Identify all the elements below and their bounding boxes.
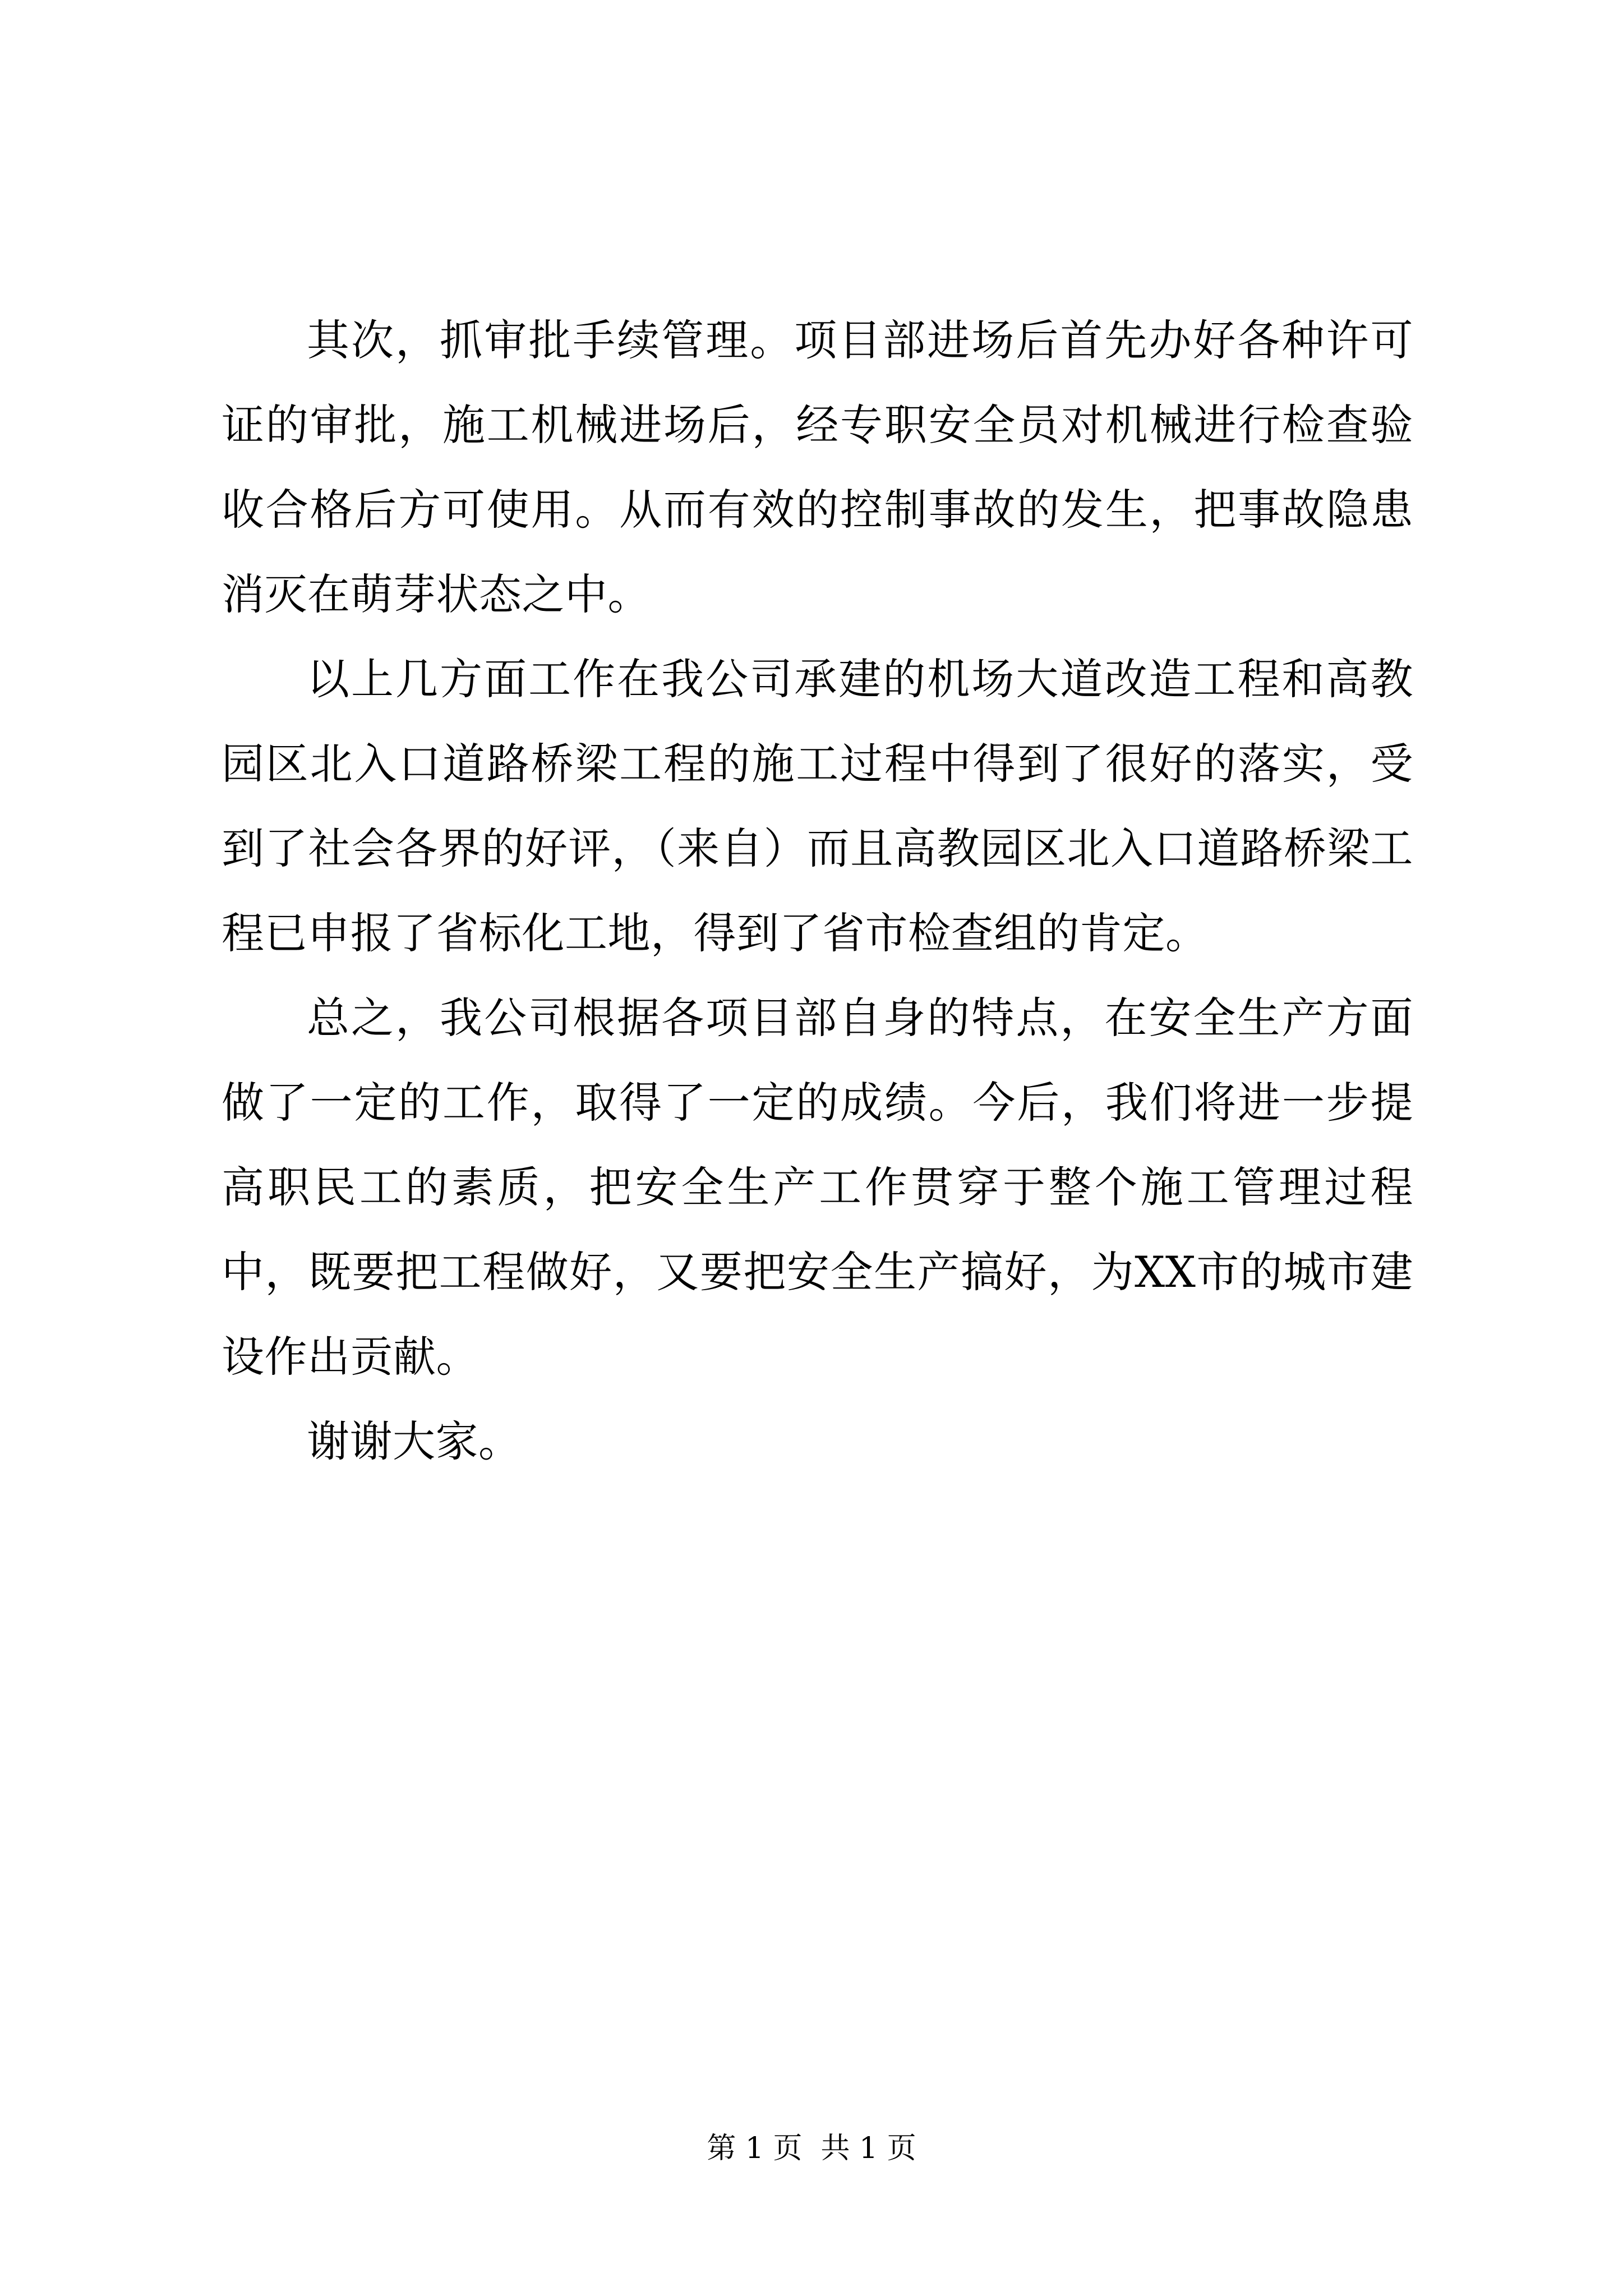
page-number-label: 第 1 页 共 1 页 bbox=[707, 2132, 916, 2165]
paragraph-thanks: 谢谢大家。 bbox=[307, 1416, 522, 1466]
paragraph-summary: 总之，我公司根据各项目部自身的特点，在安全生产方面做了一定的工作，取得了一定的成绩。今后，我们将进一步提高职民工的素质，把安全生产工作贯穿于整个施工管理过程中，既要把工程做好，又要把安全生产搞好，为XX市的城市建设作出贡献。 bbox=[222, 993, 1413, 1382]
paragraph-approval-management: 其次，抓审批手续管理。项目部进场后首先办好各种许可证的审批，施工机械进场后，经专职安全员对机械进行检查验收合格后方可使用。从而有效的控制事故的发生，把事故隐患消灭在萌芽状态之中。 bbox=[222, 315, 1413, 619]
document-body bbox=[222, 298, 1413, 1484]
paragraph-project-results: 以上几方面工作在我公司承建的机场大道改造工程和高教园区北入口道路桥梁工程的施工过程中得到了很好的落实，受到了社会各界的好评，（来自）而且高教园区北入口道路桥梁工程已申报了省标化工地，得到了省市检查组的肯定。 bbox=[222, 654, 1413, 958]
page-footer bbox=[0, 2129, 1623, 2168]
